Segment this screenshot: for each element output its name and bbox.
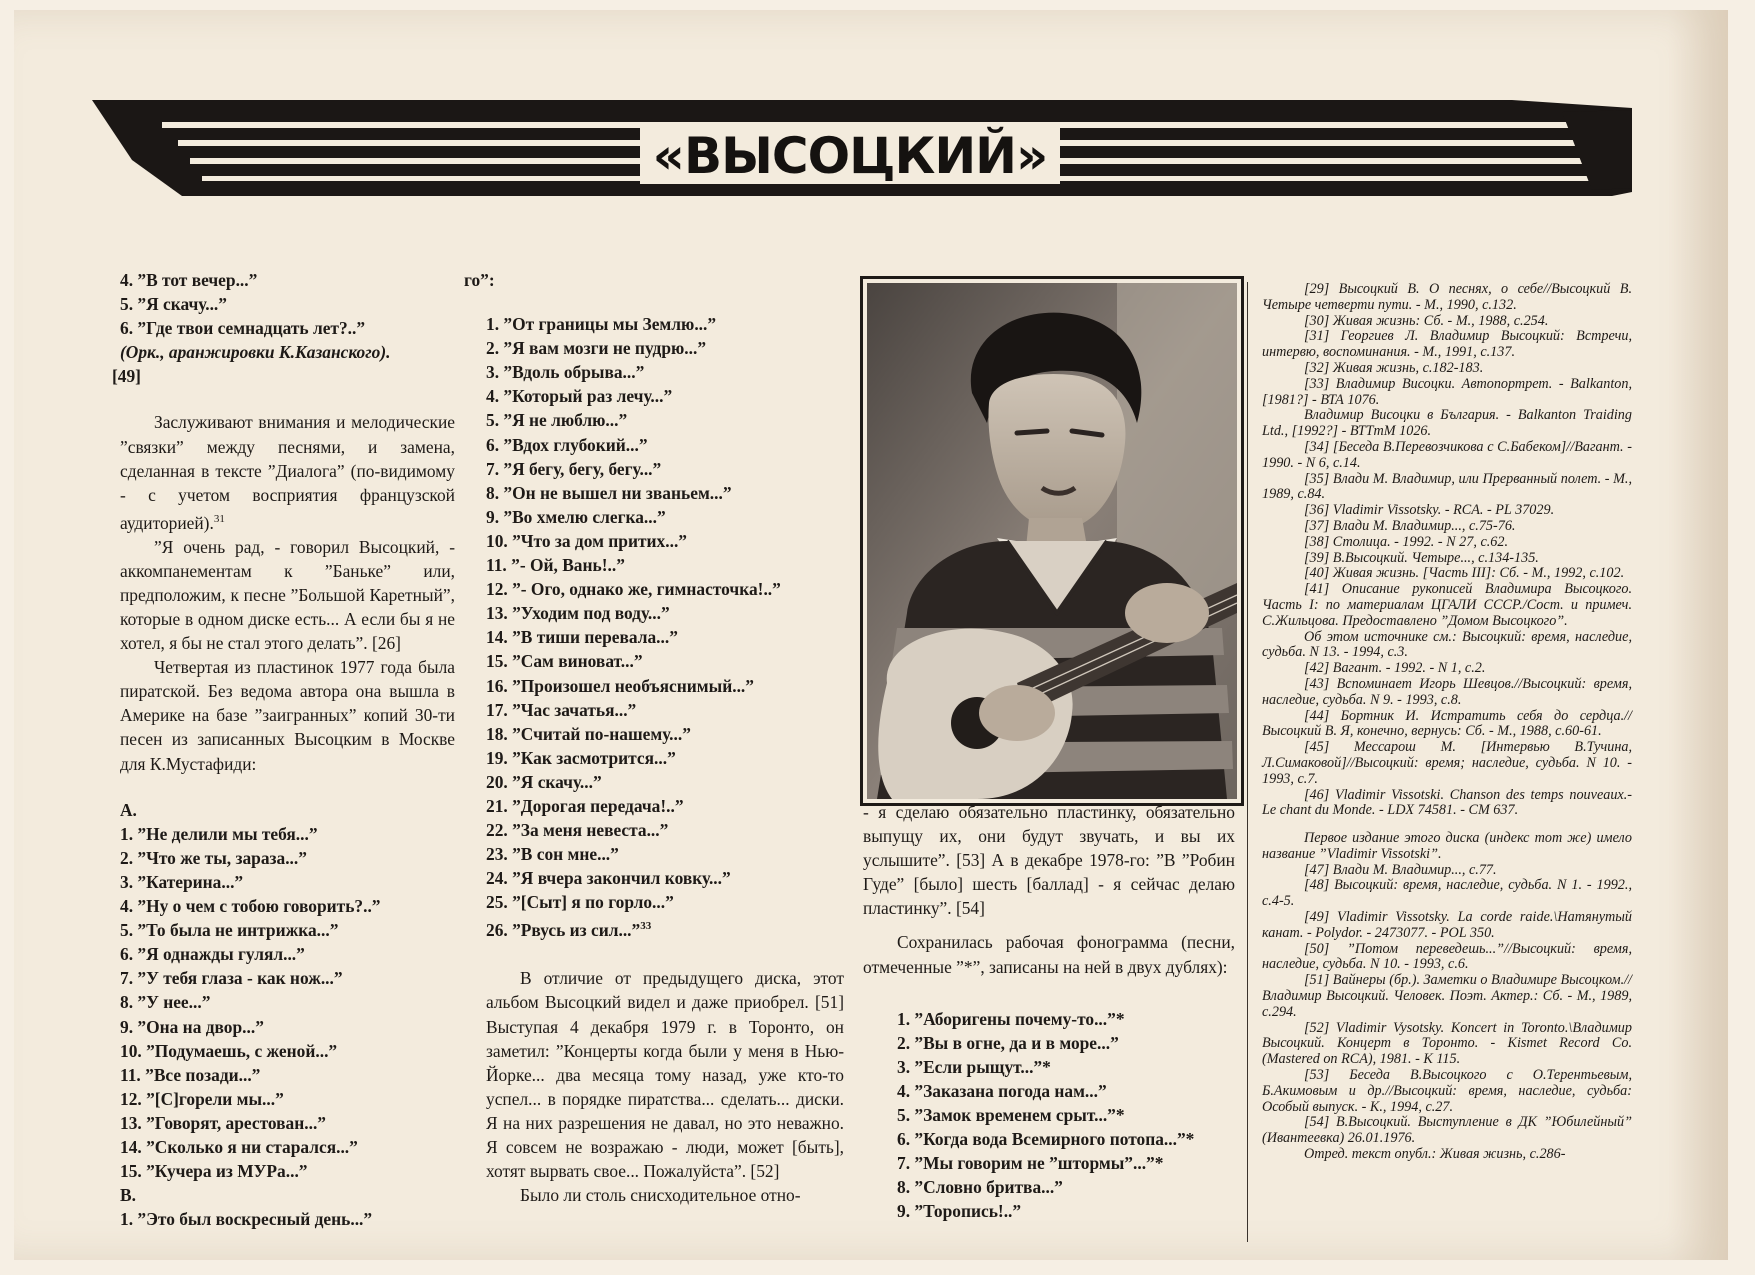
list-item-text: 26. ”Рвусь из сил...”: [486, 920, 641, 941]
paragraph: Четвертая из пластинок 1977 года была пиратской. Без ведома автора она вышла в Америке на базе ”заигранных” копий 30-ти песен из записанных Высоцким в Москве для К.Мустафиди:: [120, 657, 455, 774]
reference-entry: [52] Vladimir Vysotsky. Koncert in Toronto.\Владимир Высоцкий. Концерт в Торонто. - Kismet Record Co. (Mastered on RCA), 1981. - К 115.: [1262, 1019, 1632, 1068]
paragraph-text: Заслуживают внимания и мелодические ”связки” между песнями, и замена, сделанная в тексте ”Диалога” (по-видимому - с учетом восприятия французской аудиторией).: [120, 412, 455, 533]
list-item: [120, 1087, 455, 1111]
column-divider: [1247, 282, 1248, 1242]
list-item-text: 6. ”Вдох глубокий...”: [486, 434, 648, 455]
song-list-a: [120, 822, 455, 1183]
list-item: [120, 990, 455, 1014]
list-item-text: 6. ”Я однажды гулял...”: [120, 944, 305, 965]
list-item: [486, 312, 844, 336]
paragraph: Сохранилась рабочая фонограмма (песни, отмеченные ”*”, записаны на ней в двух дублях):: [863, 932, 1235, 977]
list-item: [897, 1199, 1235, 1223]
list-item-text: 8. ”Он не вышел ни званьем...”: [486, 482, 732, 503]
reference-entry: [30] Живая жизнь: Сб. - М., 1988, с.254.: [1304, 312, 1549, 329]
list-item: [486, 433, 844, 457]
list-item-text: 9. ”Торопись!..”: [897, 1201, 1022, 1222]
list-item: [486, 360, 844, 384]
list-item: [897, 1007, 1235, 1031]
list-item-text: 7. ”Я бегу, бегу, бегу...”: [486, 458, 662, 479]
list-item-text: 17. ”Час зачатья...”: [486, 699, 637, 720]
paragraph: В отличие от предыдущего диска, этот альбом Высоцкий видел и даже приобрел. [51] Выступая 4 декабря 1979 г. в Торонто, он заметил: ”Концерты когда были у меня в Нью-Йорке... два месяца тому назад, уже кто-то успел... в порядке пиратства... сделать... диски. Я на них разрешения не давал, но это неважно. Я совсем не возражаю - люди, может [быть], хотят вырвать свое... Пожалуйста”. [52]: [486, 968, 844, 1182]
reference-entry: [37] Влади М. Владимир..., с.75-76.: [1304, 517, 1516, 534]
reference-entry: [33] Владимир Висоцки. Автопортрет. - Balkanton, [1981?] - ВТА 1076.: [1262, 375, 1632, 408]
list-item-text: 5. ”Я не люблю...”: [486, 410, 628, 431]
list-item-text: 25. ”[Сыт] я по горло...”: [486, 892, 674, 913]
song-list-b: [486, 312, 844, 942]
reference-entry: [35] Влади М. Владимир, или Прерванный полет. - М., 1989, с.84.: [1262, 470, 1632, 503]
column-2: [464, 268, 844, 1207]
list-item-text: 9. ”Она на двор...”: [120, 1016, 264, 1037]
reference-entry: [32] Живая жизнь, с.182-183.: [1304, 359, 1484, 376]
section-label: B.: [120, 1185, 136, 1206]
reference-entry: [47] Влади М. Владимир..., с.77.: [1304, 861, 1497, 878]
list-item: [120, 1135, 455, 1159]
list-item-text: 1. ”Не делили мы тебя...”: [120, 823, 318, 844]
reference-mark: [49]: [112, 366, 141, 387]
list-item-text: 1. ”Аборигены почему-то...”*: [897, 1008, 1125, 1029]
list-item: [486, 384, 844, 408]
list-item-text: 13. ”Говорят, арестован...”: [120, 1112, 326, 1133]
footnote-mark: 31: [213, 512, 225, 525]
list-item: [486, 746, 844, 770]
list-item-text: 11. ”Все позади...”: [120, 1064, 261, 1085]
reference-entry: Об этом источнике см.: Высоцкий: время, наследие, судьба. N 13. - 1994, с.3.: [1262, 628, 1632, 661]
reference-entry: [51] Вайнеры (бр.). Заметки о Владимире Высоцком.//Владимир Высоцкий. Человек. Поэт. Актер.: Сб. - М., 1989, с.294.: [1262, 972, 1632, 1020]
list-item-text: 16. ”Произошел необъяснимый...”: [486, 675, 754, 696]
list-item: [897, 1031, 1235, 1055]
list-item: [486, 674, 844, 698]
references-column: [1262, 282, 1632, 1163]
reference-entry: [49] Vladimir Vissotsky. La corde raide.\Натянутый канат. - Polydor. - 2473077. - POL 350.: [1262, 909, 1632, 941]
paragraph: [120, 410, 455, 534]
list-item-text: 5. ”То была не интрижка...”: [120, 920, 339, 941]
list-item: [486, 649, 844, 673]
reference-entry: [53] Беседа В.Высоцкого с О.Терентьевым, Б.Акимовым и др.//Высоцкий: время, наследие, судьба: Особый выпуск. - К., 1994, с.27.: [1262, 1067, 1632, 1115]
list-item-text: 22. ”За меня невеста...”: [486, 820, 669, 841]
list-item-text: 21. ”Дорогая передача!..”: [486, 795, 684, 816]
list-item-text: 1. ”От границы мы Землю...”: [486, 314, 717, 335]
list-item: [120, 894, 455, 918]
list-item-text: 4. ”Ну о чем с тобою говорить?..”: [120, 896, 381, 917]
list-item-text: 24. ”Я вчера закончил ковку...”: [486, 868, 731, 889]
list-item-text: 20. ”Я скачу...”: [486, 771, 602, 792]
list-item: 1. ”Это был воскресный день...”: [120, 1209, 373, 1230]
list-item: [486, 505, 844, 529]
paragraph: - я сделаю обязательно пластинку, обязательно выпущу их, они будут звучать, и вы их услышите”. [53] А в декабре 1978-го: ”В ”Робин Гуде” [было] шесть [баллад] - я сейчас делаю пластинку”. [54]: [863, 802, 1235, 919]
list-item-text: 10. ”Подумаешь, с женой...”: [120, 1040, 338, 1061]
list-item: [120, 1159, 455, 1183]
reference-entry: Первое издание этого диска (индекс тот же) имело название ”Vladimir Vissotski”.: [1262, 830, 1632, 862]
reference-entry: [31] Георгиев Л. Владимир Высоцкий: Встречи, интервю, воспоминания. - М., 1991, с.137.: [1262, 328, 1632, 361]
reference-entry: [50] ”Потом переведешь...”//Высоцкий: время, наследие, судьба. N 10. - 1993, с.6.: [1262, 940, 1632, 973]
list-item: [486, 601, 844, 625]
list-item: [486, 866, 844, 890]
photo-image: [867, 283, 1237, 799]
phonogram-list: [863, 1007, 1235, 1224]
reference-entry: [39] В.Высоцкий. Четыре..., с.134-135.: [1304, 549, 1539, 566]
list-item: [120, 822, 455, 846]
list-item: [486, 698, 844, 722]
list-item-text: 6. ”Когда вода Всемирного потопа...”*: [897, 1129, 1195, 1150]
list-item-text: 8. ”У нее...”: [120, 992, 211, 1013]
list-item: [486, 890, 844, 914]
list-item: [120, 1039, 455, 1063]
page-title: «ВЫСОЦКИЙ»: [640, 128, 1060, 184]
list-item: [120, 1111, 455, 1135]
list-item-text: 23. ”В сон мне...”: [486, 844, 619, 865]
column-1: [112, 268, 455, 1231]
reference-entry: [42] Вагант. - 1992. - N 1, с.2.: [1304, 660, 1486, 677]
list-item-text: 3. ”Вдоль обрыва...”: [486, 362, 645, 383]
list-item: [120, 942, 455, 966]
list-item: [120, 966, 455, 990]
list-item: [120, 1063, 455, 1087]
reference-entry: [40] Живая жизнь. [Часть III]: Сб. - М., 1992, с.102.: [1304, 565, 1625, 582]
list-item-text: 13. ”Уходим под воду...”: [486, 603, 670, 624]
list-item: [120, 846, 455, 870]
reference-entry: [44] Бортник И. Истратить себя до сердца.//Высоцкий В. Я, конечно, вернусь: Сб. - М., 1988, с.60-61.: [1262, 707, 1632, 740]
list-item-text: 15. ”Кучера из МУРа...”: [120, 1161, 308, 1182]
list-item: [486, 553, 844, 577]
list-item-text: 12. ”[С]горели мы...”: [120, 1088, 284, 1109]
reference-entry: [29] Высоцкий В. О песнях, о себе//Высоцкий В. Четыре четверти пути. - М., 1990, с.132.: [1262, 281, 1632, 313]
list-item: [897, 1103, 1235, 1127]
reference-entry: [43] Вспоминает Игорь Шевцов.//Высоцкий: время, наследие, судьба. N 9. - 1993, с.8.: [1262, 675, 1632, 708]
reference-entry: [46] Vladimir Vissotski. Chanson des temps nouveaux.- Le chant du Monde. - LDX 74581. - CM 637.: [1262, 786, 1632, 819]
list-item-text: 8. ”Словно бритва...”: [897, 1177, 1063, 1198]
reference-entry: [34] [Беседа В.Перевозчикова с С.Бабеком]//Вагант. - 1990. - N 6, с.14.: [1262, 438, 1632, 471]
page-fold-shadow: [1668, 10, 1728, 1260]
paragraph: Было ли столь снисходительное отно-: [520, 1185, 801, 1206]
arrangement-note: (Орк., аранжировки К.Казанского).: [120, 342, 391, 363]
continued-text: го”:: [464, 270, 495, 290]
reference-entry: Отред. текст опубл.: Живая жизнь, с.286-: [1304, 1146, 1566, 1163]
list-item: [486, 770, 844, 794]
list-item: 4. ”В тот вечер...”: [120, 270, 258, 290]
list-item: [897, 1175, 1235, 1199]
reference-entry: Владимир Висоцки в България. - Balkanton Traiding Ltd., [1992?] - ВТТтМ 1026.: [1262, 407, 1632, 440]
list-item: [486, 457, 844, 481]
list-item: [897, 1151, 1235, 1175]
list-item-text: 2. ”Вы в огне, да и в море...”: [897, 1032, 1119, 1053]
list-item-text: 2. ”Что же ты, зараза...”: [120, 847, 307, 868]
list-item-text: 15. ”Сам виноват...”: [486, 651, 643, 672]
list-item-text: 19. ”Как засмотрится...”: [486, 747, 676, 768]
list-item: [486, 722, 844, 746]
list-item: [486, 336, 844, 360]
reference-entry: [36] Vladimir Vissotsky. - RCA. - PL 37029.: [1304, 502, 1555, 519]
list-item: [897, 1055, 1235, 1079]
vysotsky-photo: [860, 276, 1244, 806]
list-item: [120, 1015, 455, 1039]
list-item-text: 7. ”Мы говорим не ”штормы”...”*: [897, 1153, 1164, 1174]
column-3: [863, 800, 1235, 1224]
list-item-text: 11. ”- Ой, Вань!..”: [486, 555, 625, 576]
list-item-text: 10. ”Что за дом притих...”: [486, 530, 687, 551]
list-item-text: 4. ”Заказана погода нам...”: [897, 1080, 1107, 1101]
list-item-text: 2. ”Я вам мозги не пудрю...”: [486, 338, 707, 359]
reference-entry: [41] Описание рукописей Владимира Высоцкого. Часть I: по материалам ЦГАЛИ СССР./Сост. и примеч. С.Жильцова. Предоставлено ”Домом Высоцкого”.: [1262, 581, 1632, 629]
list-item-text: 9. ”Во хмелю слегка...”: [486, 506, 666, 527]
footnote-mark: 33: [640, 920, 652, 933]
list-item: [897, 1127, 1235, 1151]
list-item-text: 3. ”Если рыщут...”*: [897, 1056, 1051, 1077]
list-item: 6. ”Где твои семнадцать лет?..”: [120, 318, 366, 339]
reference-entry: [54] В.Высоцкий. Выступление в ДК ”Юбилейный” (Ивантеевка) 26.01.1976.: [1262, 1114, 1632, 1147]
list-item: [897, 1079, 1235, 1103]
list-item: 5. ”Я скачу...”: [120, 294, 227, 315]
list-item: [486, 408, 844, 432]
list-item: [486, 625, 844, 649]
list-item: [486, 914, 844, 942]
reference-entry: [38] Столица. - 1992. - N 27, с.62.: [1304, 533, 1509, 550]
list-item: [486, 481, 844, 505]
reference-entry: [45] Мессарош М. [Интервью В.Тучина, Л.Симаковой]//Высоцкий: время; наследие, судьба. N 10. - 1993, с.7.: [1262, 739, 1632, 787]
list-item: [486, 794, 844, 818]
list-item-text: 7. ”У тебя глаза - как нож...”: [120, 968, 343, 989]
list-item-text: 4. ”Который раз лечу...”: [486, 386, 673, 407]
reference-entry: [48] Высоцкий: время, наследие, судьба. N 1. - 1992., с.4-5.: [1262, 877, 1632, 910]
list-item-text: 14. ”В тиши перевала...”: [486, 627, 678, 648]
section-label: A.: [120, 799, 137, 820]
list-item: [486, 529, 844, 553]
list-item-text: 12. ”- Ого, однако же, гимнасточка!..”: [486, 579, 781, 600]
list-item: [120, 918, 455, 942]
list-item: [486, 842, 844, 866]
list-item: [486, 577, 844, 601]
list-item-text: 3. ”Катерина...”: [120, 871, 244, 892]
list-item: [486, 818, 844, 842]
list-item-text: 5. ”Замок временем срыт...”*: [897, 1105, 1125, 1126]
paragraph: ”Я очень рад, - говорил Высоцкий, - аккомпанементам к ”Баньке” или, предположим, к песне ”Большой Каретный”, которые в одном диске есть... А если бы я не хотел, я бы не стал этого делать”. [26]: [120, 536, 455, 654]
list-item-text: 18. ”Считай по-нашему...”: [486, 723, 691, 744]
list-item-text: 14. ”Сколько я ни старался...”: [120, 1136, 358, 1157]
list-item: [120, 870, 455, 894]
